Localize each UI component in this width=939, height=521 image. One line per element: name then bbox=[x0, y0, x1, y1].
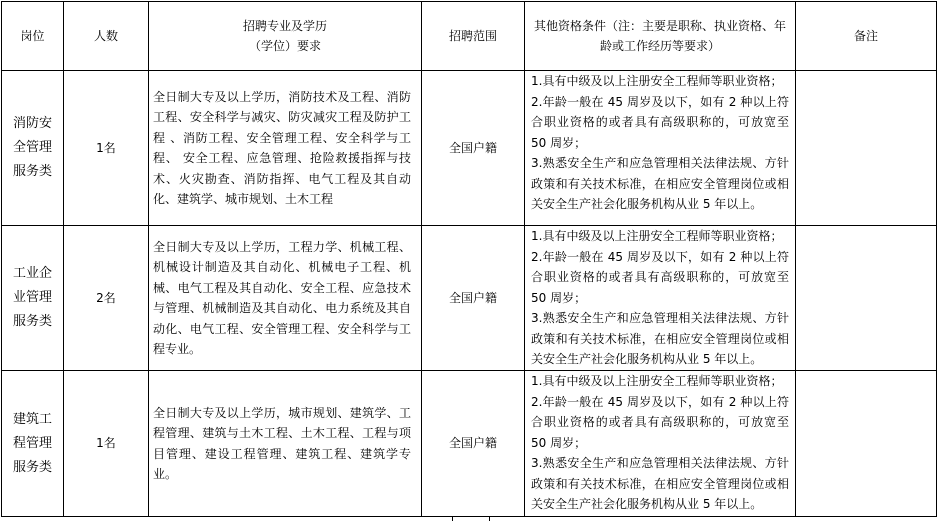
header-major bbox=[149, 2, 422, 71]
cell-qualifications bbox=[525, 226, 796, 371]
cell-count: 2名 bbox=[64, 226, 149, 371]
header-major-line1: 招聘专业及学历 bbox=[242, 18, 327, 33]
cell-count: 1名 bbox=[64, 71, 149, 226]
table-row bbox=[2, 226, 937, 371]
cell-position: 工业企业管理服务类 bbox=[2, 226, 64, 371]
qual-item: 2.年龄一般在 45 周岁及以下，如有 2 种以上符合职业资格的或者具有高级职称的，可放宽至 50 周岁； bbox=[531, 394, 789, 450]
header-position: 岗位 bbox=[2, 2, 64, 71]
qual-item: 2.年龄一般在 45 周岁及以下，如有 2 种以上符合职业资格的或者具有高级职称的，可放宽至 50 周岁； bbox=[531, 94, 789, 150]
header-scope: 招聘范围 bbox=[422, 2, 525, 71]
cell-position: 建筑工程管理服务类 bbox=[2, 371, 64, 517]
cell-major: 全日制大专及以上学历，城市规划、建筑学、工程管理、建筑与土木工程、土木工程、工程与项目管理、建设工程管理、建筑工程、建筑学专业。 bbox=[149, 371, 422, 517]
page-edge-mark bbox=[452, 516, 490, 521]
recruitment-table bbox=[1, 1, 937, 517]
cell-count: 1名 bbox=[64, 371, 149, 517]
header-major-line2: （学位）要求 bbox=[248, 39, 321, 53]
table-row bbox=[2, 371, 937, 517]
header-qual-line2: 龄或工作经历等要求） bbox=[599, 39, 720, 53]
cell-major: 全日制大专及以上学历，消防技术及工程、消防工程、安全科学与减灾、防灾减灾工程及防护工程 、消防工程、安全管理工程、安全科学与工程、 安全工程、应急管理、抢险救援指挥与技术、火灾勘查、消防指挥、电气工程及其自动化、建筑学、城市规划、土木工程 bbox=[149, 71, 422, 226]
qual-item: 1.具有中级及以上注册安全工程师等职业资格； bbox=[531, 374, 783, 388]
cell-position: 消防安全管理服务类 bbox=[2, 71, 64, 226]
cell-major: 全日制大专及以上学历，工程力学、机械工程、机械设计制造及其自动化、机械电子工程、机械、电气工程及其自动化、安全工程、应急技术与管理、机械制造及其自动化、电力系统及其自动化、电气工程、安全管理工程、安全科学与工程专业。 bbox=[149, 226, 422, 371]
cell-remark bbox=[796, 371, 937, 517]
header-row bbox=[2, 2, 937, 71]
cell-remark bbox=[796, 71, 937, 226]
qual-item: 3.熟悉安全生产和应急管理相关法律法规、方针政策和有关技术标准，在相应安全管理岗位或相关安全生产社会化服务机构从业 5 年以上。 bbox=[531, 456, 789, 511]
header-qual-line1: 其他资格条件（注：主要是职称、执业资格、年 bbox=[533, 18, 786, 33]
qual-item: 1.具有中级及以上注册安全工程师等职业资格； bbox=[531, 229, 783, 243]
table-row bbox=[2, 71, 937, 226]
qual-item: 3.熟悉安全生产和应急管理相关法律法规、方针政策和有关技术标准，在相应安全管理岗位或相关安全生产社会化服务机构从业 5 年以上。 bbox=[531, 156, 789, 211]
header-remark: 备注 bbox=[796, 2, 937, 71]
header-count: 人数 bbox=[64, 2, 149, 71]
cell-scope: 全国户籍 bbox=[422, 226, 525, 371]
cell-scope: 全国户籍 bbox=[422, 371, 525, 517]
qual-item: 1.具有中级及以上注册安全工程师等职业资格； bbox=[531, 74, 783, 88]
cell-remark bbox=[796, 226, 937, 371]
qual-item: 2.年龄一般在 45 周岁及以下，如有 2 种以上符合职业资格的或者具有高级职称的，可放宽至 50 周岁； bbox=[531, 249, 789, 305]
qual-item: 3.熟悉安全生产和应急管理相关法律法规、方针政策和有关技术标准，在相应安全管理岗位或相关安全生产社会化服务机构从业 5 年以上。 bbox=[531, 311, 789, 366]
cell-scope: 全国户籍 bbox=[422, 71, 525, 226]
cell-qualifications bbox=[525, 371, 796, 517]
cell-qualifications bbox=[525, 71, 796, 226]
header-qualifications bbox=[525, 2, 796, 71]
